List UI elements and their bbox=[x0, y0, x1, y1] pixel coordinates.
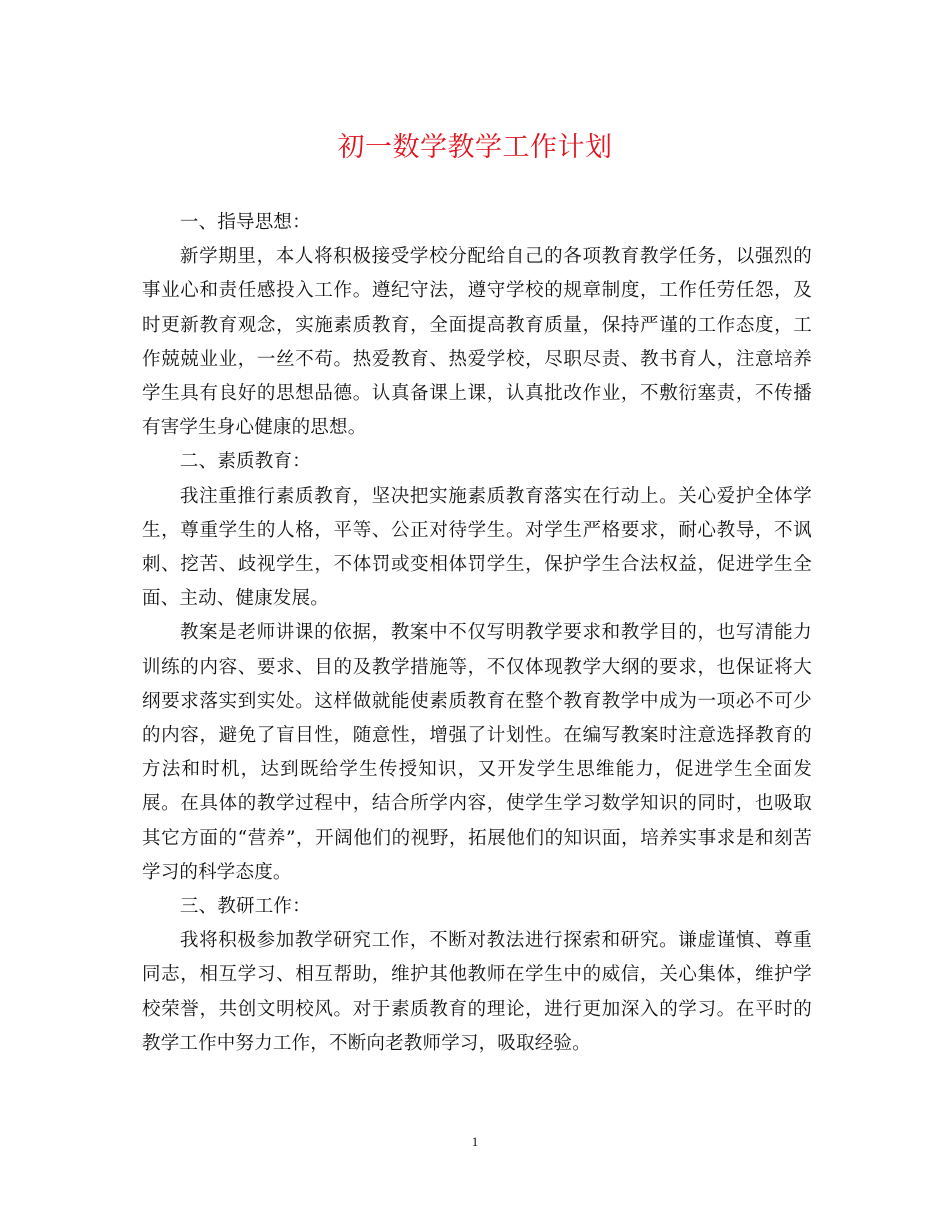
heading-guiding-ideology: 一、指导思想： bbox=[179, 212, 311, 233]
document-body bbox=[142, 206, 812, 1061]
paragraph-guiding-ideology: 新学期里，本人将积极接受学校分配给自己的各项教育教学任务，以强烈的事业心和责任感投入工作。遵纪守法，遵守学校的规章制度，工作任劳任怨，及时更新教育观念，实施素质教育，全面提高教育质量，保持严谨的工作态度，工作兢兢业业，一丝不苟。热爱教育、热爱学校，尽职尽责、教书育人，注意培养学生具有良好的思想品德。认真备课上课，认真批改作业，不敷衍塞责，不传播有害学生身心健康的思想。 bbox=[142, 246, 812, 439]
heading-teaching-research: 三、教研工作： bbox=[179, 896, 311, 918]
document-title: 初一数学教学工作计划 bbox=[337, 132, 613, 163]
heading-quality-education: 二、素质教育： bbox=[179, 451, 311, 473]
paragraph-teaching-research: 我将积极参加教学研究工作，不断对教法进行探索和研究。谦虚谨慎、尊重同志，相互学习、相互帮助，维护其他教师在学生中的威信，关心集体，维护学校荣誉，共创文明校风。对于素质教育的理论，进行更加深入的学习。在平时的教学工作中努力工作，不断向老教师学习，吸取经验。 bbox=[142, 930, 812, 1054]
paragraph-lesson-plans: 教案是老师讲课的依据，教案中不仅写明教学要求和教学目的，也写清能力训练的内容、要求、目的及教学措施等，不仅体现教学大纲的要求，也保证将大纲要求落实到实处。这样做就能使素质教育在整个教育教学中成为一项必不可少的内容，避免了盲目性，随意性，增强了计划性。在编写教案时注意选择教育的方法和时机，达到既给学生传授知识，又开发学生思维能力，促进学生全面发展。在具体的教学过程中，结合所学内容，使学生学习数学知识的同时，也吸取其它方面的“营养”，开阔他们的视野，拓展他们的知识面，培养实事求是和刻苦学习的科学态度。 bbox=[142, 622, 812, 883]
page-number: 1 bbox=[471, 1134, 479, 1149]
paragraph-quality-education: 我注重推行素质教育，坚决把实施素质教育落实在行动上。关心爱护全体学生，尊重学生的人格，平等、公正对待学生。对学生严格要求，耐心教导，不讽刺、挖苦、歧视学生，不体罚或变相体罚学生，保护学生合法权益，促进学生全面、主动、健康发展。 bbox=[142, 485, 812, 610]
